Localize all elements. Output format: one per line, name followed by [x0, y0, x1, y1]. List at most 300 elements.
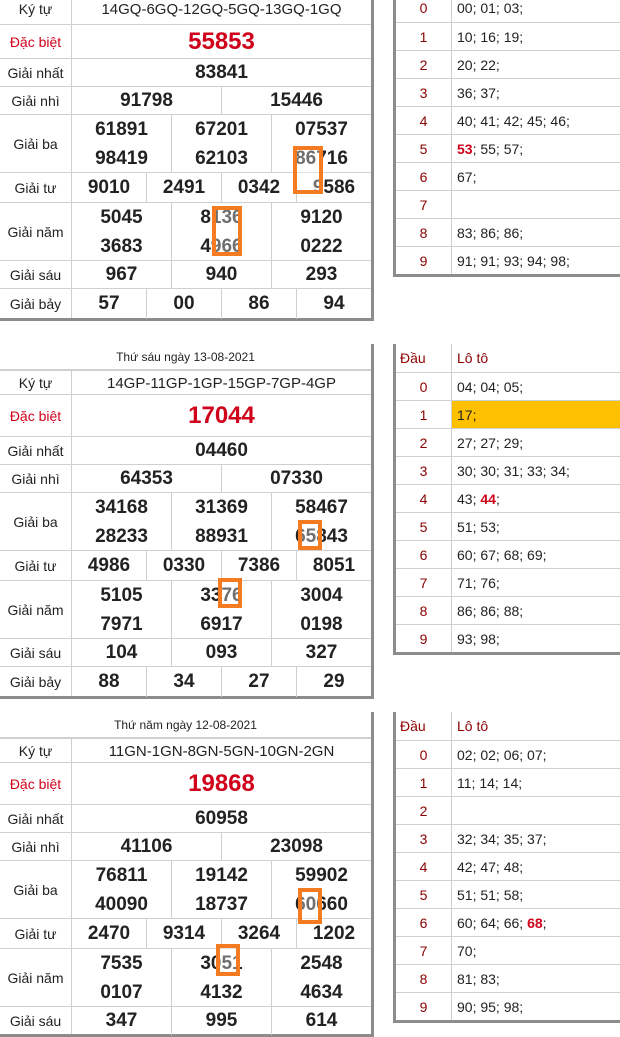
- value-line: [72, 465, 371, 493]
- loto-text: 02; 02; 06; 07;: [457, 746, 547, 763]
- dau-digit: 3: [396, 825, 452, 852]
- loto-special: 53: [457, 140, 473, 157]
- prize-values: [72, 763, 371, 804]
- prize-label: Giải tư: [0, 919, 72, 948]
- loto-values: [452, 373, 620, 400]
- prize-number: 31369: [171, 493, 271, 522]
- prize-label: Giải sáu: [0, 1007, 72, 1034]
- prize-number: 64353: [120, 468, 173, 489]
- prize-number: 60958: [195, 808, 248, 829]
- prize-number: 86: [221, 289, 296, 319]
- prize-number: 093: [171, 639, 271, 667]
- loto-values: [452, 485, 620, 512]
- loto-row: [396, 964, 620, 992]
- dau-header: Đầu: [396, 344, 452, 372]
- prize-values: [72, 833, 371, 860]
- loto-row: [396, 852, 620, 880]
- row-giai-nhat: [0, 436, 371, 464]
- prize-label: Giải tư: [0, 551, 72, 580]
- prize-number: 41106: [120, 836, 173, 857]
- loto-text: 51; 51; 58;: [457, 886, 524, 903]
- prize-number: 27: [221, 667, 296, 697]
- prize-number: 00: [146, 289, 221, 319]
- loto-text: 86; 86; 88;: [457, 602, 524, 619]
- prize-values: [72, 87, 371, 114]
- prize-values: [72, 289, 371, 318]
- prize-number: 88931: [171, 522, 271, 551]
- row-ky-tu: [0, 738, 371, 762]
- highlight-marker: [216, 944, 240, 976]
- loto-text: 30; 30; 31; 33; 34;: [457, 462, 570, 479]
- loto-values: [452, 853, 620, 880]
- highlight-marker: [298, 520, 322, 550]
- prize-values: [72, 667, 371, 696]
- dau-digit: 0: [396, 373, 452, 400]
- row-giai-nhat: [0, 58, 371, 86]
- prize-number: 4986: [87, 555, 131, 576]
- value-line: [72, 25, 371, 59]
- prize-number: 0107: [100, 981, 143, 1003]
- loto-text: 27; 27; 29;: [457, 434, 524, 451]
- loto-row: [396, 134, 620, 162]
- dau-digit: 9: [396, 247, 452, 274]
- prize-number: 3004: [271, 581, 371, 610]
- prize-number: 19142: [171, 861, 271, 890]
- prize-number: 28233: [95, 525, 148, 547]
- loto-table: [393, 0, 620, 277]
- loto-values: [452, 965, 620, 992]
- prize-number: 1202: [296, 919, 371, 949]
- loto-row: [396, 78, 620, 106]
- loto-text: ; 55; 57;: [472, 140, 524, 157]
- loto-text: 42; 47; 48;: [457, 858, 524, 875]
- value-line: [72, 371, 371, 395]
- dau-digit: 4: [396, 485, 452, 512]
- prize-label: Đặc biệt: [0, 395, 72, 436]
- prize-values: [72, 0, 371, 24]
- loto-header: [396, 344, 620, 372]
- prize-number: 86716: [271, 144, 371, 173]
- loto-row: [396, 796, 620, 824]
- value-line: [72, 833, 371, 861]
- prize-number: 4634: [271, 978, 371, 1007]
- loto-row: [396, 428, 620, 456]
- row-giai-nhi: [0, 832, 371, 860]
- prize-number: 995: [171, 1007, 271, 1035]
- value-line: [72, 289, 371, 319]
- draw-date-title: Thứ sáu ngày 13-08-2021: [0, 344, 371, 370]
- loto-text: 17;: [457, 406, 477, 423]
- value-line: [72, 87, 371, 115]
- highlight-marker: [212, 206, 242, 256]
- prize-number: 3264: [221, 919, 296, 949]
- value-line: [72, 861, 371, 890]
- loto-row: [396, 908, 620, 936]
- dau-digit: 8: [396, 219, 452, 246]
- prize-values: [72, 371, 371, 394]
- value-line: [72, 115, 371, 144]
- row-giai-nhi: [0, 86, 371, 114]
- dau-digit: 6: [396, 909, 452, 936]
- loto-row: [396, 162, 620, 190]
- loto-row: [396, 22, 620, 50]
- value-line: [72, 522, 371, 551]
- value-line: [72, 639, 371, 667]
- highlight-marker: [293, 146, 323, 194]
- dau-digit: 6: [396, 163, 452, 190]
- prize-number: 8051: [296, 551, 371, 581]
- loto-row: [396, 372, 620, 400]
- prize-number: 76811: [95, 864, 148, 886]
- prize-number: 94: [296, 289, 371, 319]
- loto-values: [452, 513, 620, 540]
- prize-label: Giải nhất: [0, 805, 72, 832]
- prize-label: Giải nhì: [0, 833, 72, 860]
- loto-values: [452, 909, 620, 936]
- prize-values: [72, 437, 371, 464]
- loto-text: 36; 37;: [457, 84, 500, 101]
- loto-text: 32; 34; 35; 37;: [457, 830, 547, 847]
- loto-row: [396, 768, 620, 796]
- prize-number: 293: [271, 261, 371, 289]
- prize-label: Đặc biệt: [0, 763, 72, 804]
- prize-label: Giải ba: [0, 861, 72, 918]
- loto-row: [396, 456, 620, 484]
- prize-number: 2470: [87, 923, 131, 944]
- loto-header-label: Lô tô: [457, 718, 489, 734]
- loto-special: 44: [480, 490, 496, 507]
- prize-values: [72, 1007, 371, 1034]
- prize-number: 14GQ-6GQ-12GQ-5GQ-13GQ-1GQ: [101, 0, 342, 18]
- prize-number: 67201: [171, 115, 271, 144]
- loto-text: ;: [495, 490, 500, 507]
- prize-values: [72, 465, 371, 492]
- prize-number: 04460: [195, 440, 248, 461]
- prize-number: 2491: [146, 173, 221, 203]
- loto-values: [452, 741, 620, 768]
- dau-digit: 0: [396, 0, 452, 22]
- prize-number: 57: [98, 293, 120, 314]
- prize-values: [72, 25, 371, 58]
- value-line: [72, 978, 371, 1007]
- prize-label: Giải bảy: [0, 289, 72, 318]
- loto-table: [393, 344, 620, 655]
- dau-digit: 5: [396, 135, 452, 162]
- prize-number: 14GP-11GP-1GP-15GP-7GP-4GP: [107, 374, 336, 392]
- loto-text: 00; 01; 03;: [457, 0, 524, 16]
- prize-number: 5045: [100, 206, 143, 228]
- prize-number: 940: [171, 261, 271, 289]
- prize-number: 34: [146, 667, 221, 697]
- prize-values: [72, 805, 371, 832]
- prize-number: 4966: [171, 232, 271, 261]
- prize-number: 65843: [271, 522, 371, 551]
- prize-number: 0330: [146, 551, 221, 581]
- dau-digit: 1: [396, 401, 452, 428]
- prize-label: Giải bảy: [0, 667, 72, 696]
- prize-values: [72, 739, 371, 762]
- value-line: [72, 173, 371, 203]
- prize-number: 9010: [87, 177, 131, 198]
- prize-values: [72, 639, 371, 666]
- prize-number: 5105: [100, 584, 143, 606]
- prize-label: Giải nhất: [0, 59, 72, 86]
- loto-values: [452, 401, 620, 428]
- dau-digit: 3: [396, 457, 452, 484]
- row-giai-sau: [0, 260, 371, 288]
- row-giai-nam: [0, 948, 371, 1006]
- dau-digit: 1: [396, 769, 452, 796]
- prize-label: Ký tự: [0, 371, 72, 394]
- loto-text: ;: [542, 914, 547, 931]
- prize-label: Giải ba: [0, 115, 72, 172]
- value-line: [72, 0, 371, 24]
- loto-text: 10; 16; 19;: [457, 28, 524, 45]
- value-line: [72, 551, 371, 581]
- prize-label: Giải nhì: [0, 87, 72, 114]
- dau-digit: 6: [396, 541, 452, 568]
- prize-number: 0198: [271, 610, 371, 639]
- prize-values: [72, 59, 371, 86]
- loto-row: [396, 512, 620, 540]
- row-giai-sau: [0, 638, 371, 666]
- loto-text: 91; 91; 93; 94; 98;: [457, 252, 570, 269]
- loto-values: [452, 51, 620, 78]
- prize-number: 58467: [271, 493, 371, 522]
- prize-number: 7971: [100, 613, 143, 635]
- prize-number: 11GN-1GN-8GN-5GN-10GN-2GN: [108, 742, 335, 760]
- row-dac-biet: [0, 762, 371, 804]
- loto-values: [452, 993, 620, 1020]
- value-line: [72, 261, 371, 289]
- row-dac-biet: [0, 24, 371, 58]
- loto-header: [396, 712, 620, 740]
- dau-digit: 8: [396, 597, 452, 624]
- loto-text: 90; 95; 98;: [457, 998, 524, 1015]
- loto-values: [452, 23, 620, 50]
- prize-number: 91798: [120, 90, 173, 111]
- loto-values: [452, 541, 620, 568]
- value-line: [72, 667, 371, 697]
- prize-label: Giải tư: [0, 173, 72, 202]
- prize-label: Giải năm: [0, 949, 72, 1006]
- prize-number: 34168: [95, 496, 148, 518]
- loto-values: [452, 797, 620, 824]
- prize-number: 614: [271, 1007, 371, 1035]
- loto-values: [452, 219, 620, 246]
- prize-label: Giải nhất: [0, 437, 72, 464]
- loto-values: [452, 881, 620, 908]
- row-ky-tu: [0, 370, 371, 394]
- loto-values: [452, 597, 620, 624]
- prize-number: 40090: [95, 893, 148, 915]
- prize-number: 967: [105, 264, 138, 285]
- prize-number: 3683: [100, 235, 143, 257]
- dau-header: Đầu: [396, 712, 452, 740]
- loto-header-label: Lô tô: [457, 350, 489, 366]
- prize-label: Ký tự: [0, 739, 72, 762]
- prize-number: 62103: [171, 144, 271, 173]
- prize-number: 61891: [95, 118, 148, 140]
- value-line: [72, 395, 371, 437]
- prize-number: 6917: [171, 610, 271, 639]
- value-line: [72, 437, 371, 465]
- loto-values: [452, 625, 620, 652]
- loto-row: [396, 540, 620, 568]
- prize-number: 7535: [100, 952, 143, 974]
- loto-row: [396, 0, 620, 22]
- loto-text: 83; 86; 86;: [457, 224, 524, 241]
- value-line: [72, 610, 371, 639]
- row-giai-nam: [0, 580, 371, 638]
- loto-values: [452, 569, 620, 596]
- row-giai-nam: [0, 202, 371, 260]
- loto-text: 51; 53;: [457, 518, 500, 535]
- loto-text: 40; 41; 42; 45; 46;: [457, 112, 570, 129]
- loto-values: [452, 135, 620, 162]
- draw-date-title: Thứ năm ngày 12-08-2021: [0, 712, 371, 738]
- highlight-marker: [218, 578, 242, 608]
- prize-number: 3376: [171, 581, 271, 610]
- loto-text: 43;: [457, 490, 481, 507]
- loto-text: 81; 83;: [457, 970, 500, 987]
- loto-values: [452, 457, 620, 484]
- row-giai-bay: [0, 666, 371, 696]
- loto-text: 70;: [457, 942, 477, 959]
- prize-number: 9120: [271, 203, 371, 232]
- loto-text: 93; 98;: [457, 630, 500, 647]
- prize-label: Đặc biệt: [0, 25, 72, 58]
- dau-digit: 0: [396, 741, 452, 768]
- row-giai-tu: [0, 550, 371, 580]
- prize-number: 17044: [188, 402, 255, 429]
- prize-number: 60660: [271, 890, 371, 919]
- value-line: [72, 144, 371, 173]
- dau-digit: 5: [396, 513, 452, 540]
- prize-values: [72, 551, 371, 580]
- dau-digit: 4: [396, 853, 452, 880]
- result-table: [0, 712, 374, 1037]
- loto-values: [452, 163, 620, 190]
- dau-digit: 2: [396, 797, 452, 824]
- prize-label: Giải sáu: [0, 261, 72, 288]
- row-giai-sau: [0, 1006, 371, 1034]
- prize-label: Giải năm: [0, 203, 72, 260]
- prize-label: Giải ba: [0, 493, 72, 550]
- loto-text: 60; 64; 66;: [457, 914, 528, 931]
- dau-digit: 1: [396, 23, 452, 50]
- prize-number: 4132: [171, 978, 271, 1007]
- value-line: [72, 739, 371, 763]
- prize-values: [72, 861, 371, 918]
- row-ky-tu: [0, 0, 371, 24]
- prize-values: [72, 173, 371, 202]
- dau-digit: 9: [396, 625, 452, 652]
- loto-row: [396, 992, 620, 1020]
- row-giai-nhi: [0, 464, 371, 492]
- dau-digit: 7: [396, 569, 452, 596]
- prize-number: 9586: [296, 173, 371, 203]
- loto-values: [452, 429, 620, 456]
- loto-values: [452, 191, 620, 218]
- prize-number: 3051: [171, 949, 271, 978]
- loto-values: [452, 0, 620, 22]
- loto-row: [396, 824, 620, 852]
- value-line: [72, 763, 371, 805]
- prize-number: 98419: [95, 147, 148, 169]
- prize-number: 8136: [171, 203, 271, 232]
- loto-row: [396, 568, 620, 596]
- prize-number: 07537: [271, 115, 371, 144]
- prize-label: Giải sáu: [0, 639, 72, 666]
- value-line: [72, 890, 371, 919]
- prize-label: Ký tự: [0, 0, 72, 24]
- loto-row: [396, 880, 620, 908]
- loto-row: [396, 624, 620, 652]
- loto-row: [396, 50, 620, 78]
- loto-row: [396, 740, 620, 768]
- prize-number: 2548: [271, 949, 371, 978]
- loto-values: [452, 247, 620, 274]
- loto-text: 67;: [457, 168, 477, 185]
- prize-number: 347: [105, 1010, 138, 1031]
- prize-number: 07330: [221, 465, 371, 493]
- loto-row: [396, 484, 620, 512]
- loto-text: 11; 14; 14;: [457, 774, 523, 791]
- loto-text: 71; 76;: [457, 574, 500, 591]
- loto-table: [393, 712, 620, 1023]
- prize-label: Giải năm: [0, 581, 72, 638]
- dau-digit: 5: [396, 881, 452, 908]
- dau-digit: 7: [396, 191, 452, 218]
- loto-row: [396, 936, 620, 964]
- value-line: [72, 805, 371, 833]
- prize-values: [72, 261, 371, 288]
- prize-number: 19868: [188, 770, 255, 797]
- dau-digit: 2: [396, 51, 452, 78]
- prize-number: 15446: [221, 87, 371, 115]
- dau-digit: 2: [396, 429, 452, 456]
- prize-number: 0342: [221, 173, 296, 203]
- prize-number: 23098: [221, 833, 371, 861]
- prize-number: 59902: [271, 861, 371, 890]
- loto-row: [396, 246, 620, 274]
- value-line: [72, 493, 371, 522]
- prize-number: 83841: [195, 62, 248, 83]
- dau-digit: 9: [396, 993, 452, 1020]
- prize-values: [72, 395, 371, 436]
- dau-digit: 7: [396, 937, 452, 964]
- row-giai-bay: [0, 288, 371, 318]
- loto-special: 68: [527, 914, 543, 931]
- dau-digit: 8: [396, 965, 452, 992]
- row-dac-biet: [0, 394, 371, 436]
- prize-number: 0222: [271, 232, 371, 261]
- prize-label: Giải nhì: [0, 465, 72, 492]
- prize-values: [72, 493, 371, 550]
- prize-number: 18737: [171, 890, 271, 919]
- loto-row: [396, 596, 620, 624]
- prize-number: 88: [98, 671, 120, 692]
- prize-values: [72, 115, 371, 172]
- loto-values: [452, 937, 620, 964]
- dau-digit: 4: [396, 107, 452, 134]
- value-line: [72, 1007, 371, 1035]
- loto-values: [452, 825, 620, 852]
- dau-digit: 3: [396, 79, 452, 106]
- prize-number: 9314: [146, 919, 221, 949]
- loto-text: 20; 22;: [457, 56, 500, 73]
